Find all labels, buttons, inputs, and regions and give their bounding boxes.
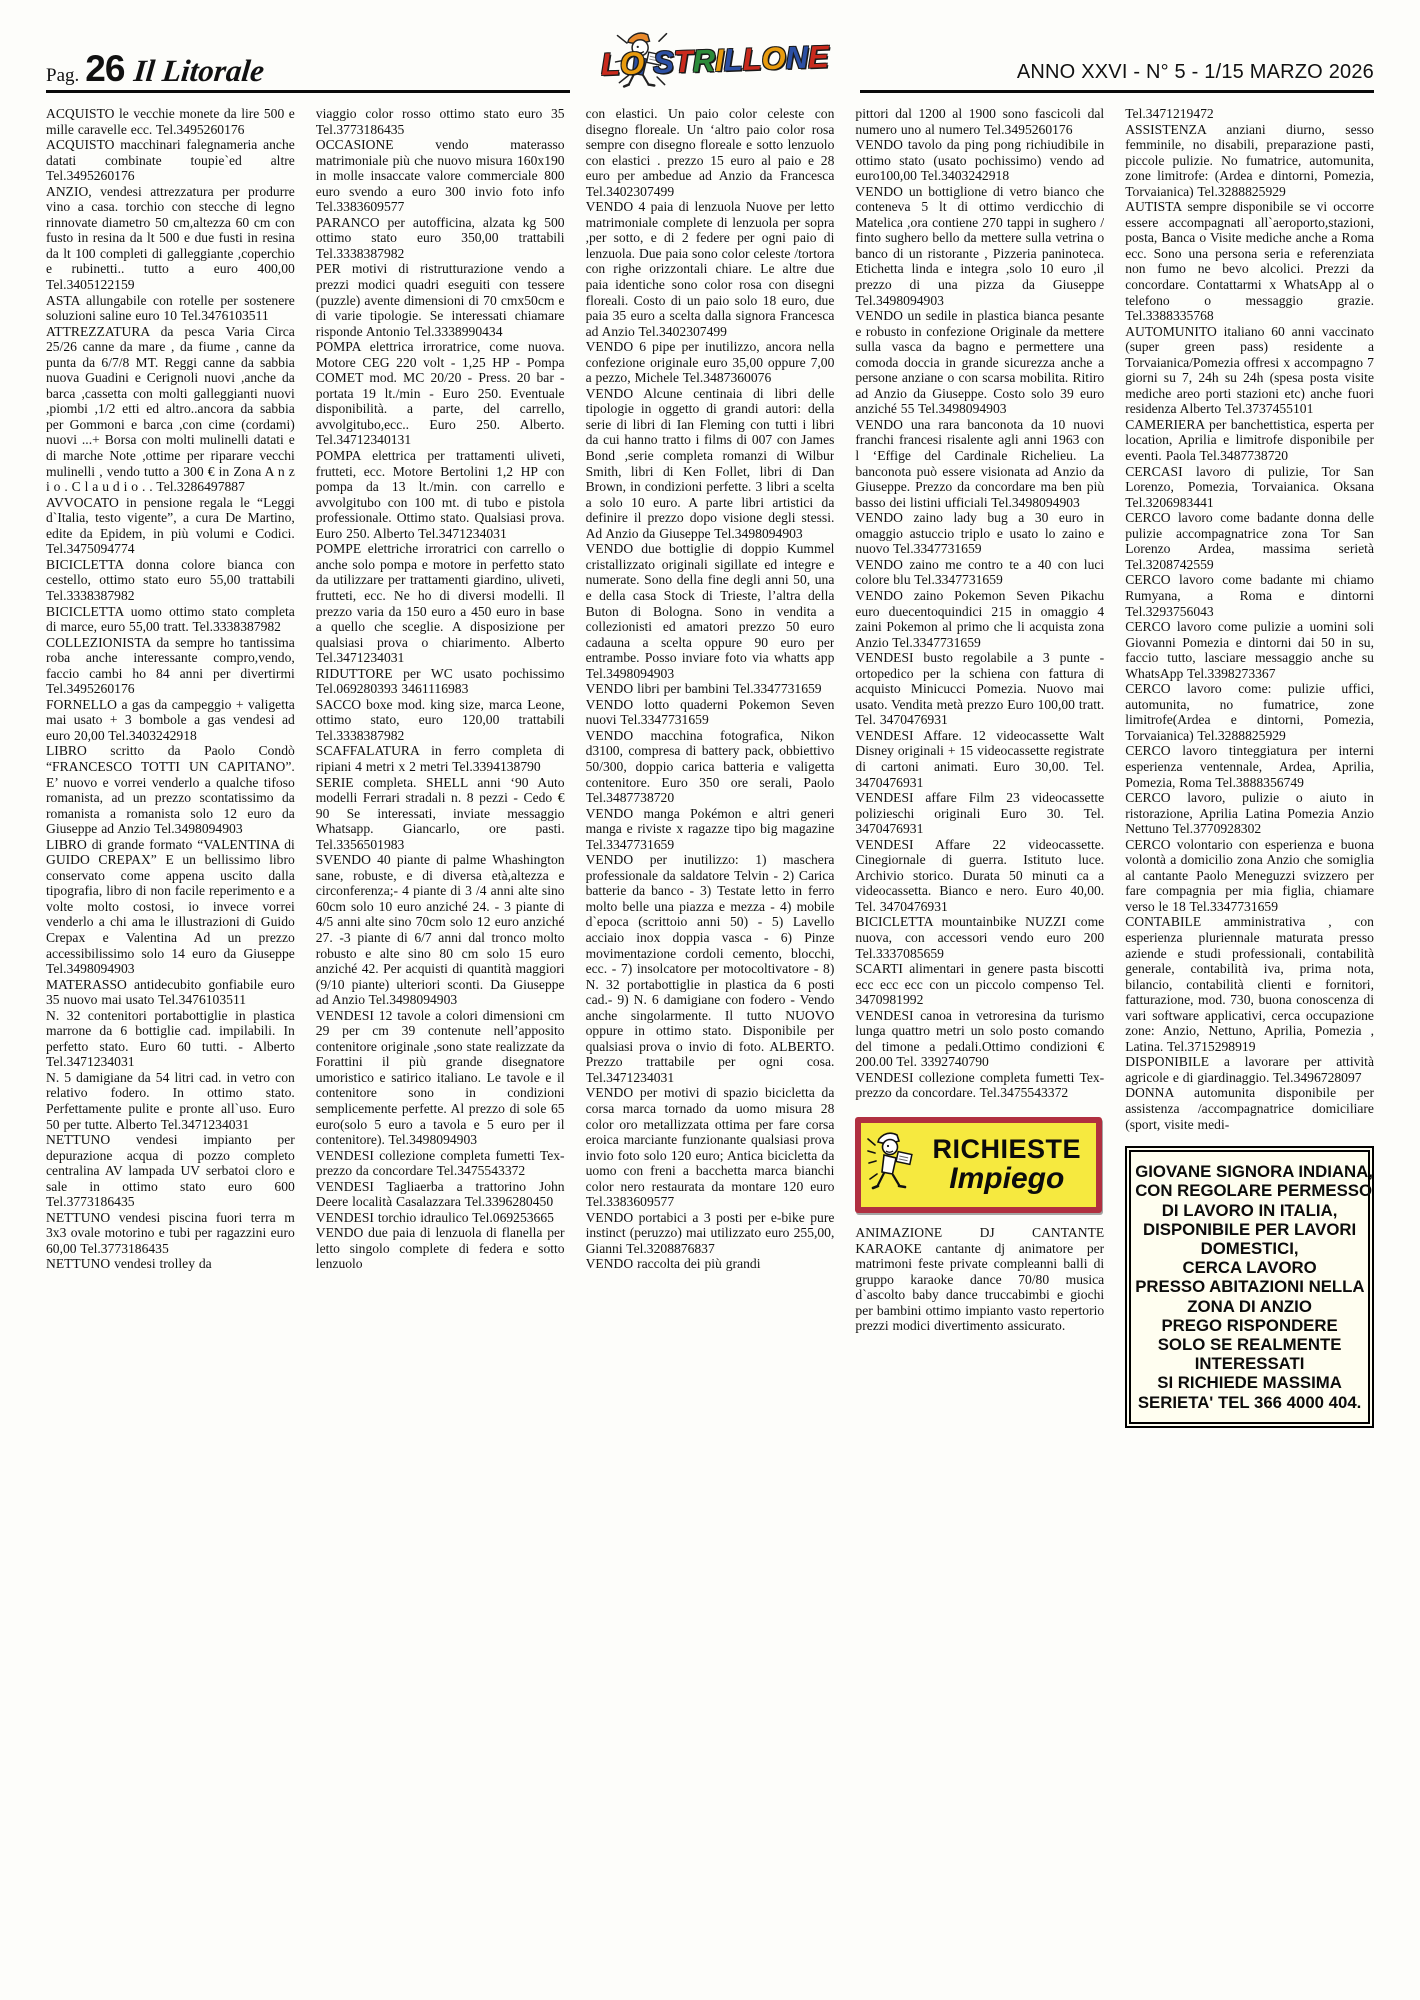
- column-1: [46, 106, 295, 1982]
- classified-ad: SCARTI alimentari in genere pasta biscotti ecc ecc ecc con un piccolo compenso Tel. 3470981992: [855, 961, 1105, 1008]
- display-ad-line: CERCA LAVORO: [1182, 1258, 1317, 1278]
- classified-ad: CERCO lavoro come: pulizie uffici, automunita, no fumatrice, zone limitrofe(Ardea e dintorni, Pomezia, Torvaianica) Tel.3288825929: [1125, 681, 1374, 743]
- masthead-title: Il Litorale: [132, 53, 267, 88]
- classified-ad: VENDO zaino lady bug a 30 euro in omaggio astuccio triplo e usato lo zaino e nuovo Tel.3347731659: [855, 510, 1105, 557]
- classified-ad: CERCO lavoro come pulizie a uomini soli Giovanni Pomezia e dintorni dai 50 in su, faccio tutto, lasciare messaggio anche su WhatsApp Tel.3398273367: [1125, 619, 1374, 681]
- classified-ad: VENDO macchina fotografica, Nikon d3100, compresa di battery pack, obbiettivo 50/300, doppio carica batteria e valigetta contenitore. Euro 350 ore serali, Paolo Tel.3487738720: [585, 727, 835, 806]
- classified-ad: CERCO volontario con esperienza e buona volontà a domicilio zona Anzio che somiglia al cantante Paolo Meneguzzi svizzero per fare compagnia per mia figlia, chiamare verso le 18 Tel.3347731659: [1125, 836, 1374, 914]
- column-4: [855, 106, 1104, 1982]
- classified-ad: FORNELLO a gas da campeggio + valigetta mai usato + 3 bombole a gas vendesi ad euro 20,00 Tel.3403242918: [46, 696, 295, 743]
- display-ad-line: DISPONIBILE PER LAVORI: [1142, 1219, 1357, 1239]
- classified-ad: ASTA allungabile con rotelle per sostenere soluzioni saline euro 10 Tel.3476103511: [46, 292, 295, 324]
- classified-ad: OCCASIONE vendo materasso matrimoniale più che nuovo misura 160x190 in molle insaccate valore commerciale 800 euro svendo a euro 300 invio foto info Tel.3383609577: [315, 137, 565, 215]
- classified-ad: LIBRO scritto da Paolo Condò “FRANCESCO TOTTI UN CAPITANO”. E’ nuovo e vorrei venderlo a qualche tifoso romanista, ad un prezzo scontatissimo da romanista a romanista solo 12 euro da Giuseppe ad Anzio Tel.3498094903: [46, 743, 295, 837]
- classified-ad: VENDO libri per bambini Tel.3347731659: [585, 681, 822, 697]
- classified-ad: CERCO lavoro come badante mi chiamo Rumyana, a Roma e dintorni Tel.3293756043: [1125, 572, 1374, 619]
- classified-ad: SCAFFALATURA in ferro completa di ripiani 4 metri x 2 metri Tel.3394138790: [315, 743, 565, 774]
- classified-ad: CERCASI lavoro di pulizie, Tor San Lorenzo, Pomezia, Torvaianica. Oksana Tel.3206983441: [1125, 463, 1374, 510]
- classified-ad: NETTUNO vendesi impianto per depurazione acqua di pozzo completo centralina AV lampada UV serbatoi cloro e sale in ottimo stato euro 600 Tel.3773186435: [46, 1132, 295, 1210]
- display-ad-line: PREGO RISPONDERE: [1161, 1315, 1338, 1335]
- classified-ad: BICICLETTA donna colore bianca con cestello, ottimo stato euro 55,00 trattabili Tel.3338387982: [46, 556, 295, 603]
- classified-ad: AVVOCATO in pensione regala le “Leggi d`Italia, testo vigente”, a cura De Martino, edite da Epidem, in più volumi e Codici. Tel.3475094774: [46, 494, 295, 557]
- classified-ad: con elastici. Un paio color celeste con disegno floreale. Un ‘altro paio color rosa sempre con disegno floreale e sotto lenzuolo con elastici . prezzo 15 euro al paio e 28 euro per ambedue ad Anzio da Francesca Tel.3402307499: [585, 106, 835, 199]
- page-number: 26: [85, 48, 125, 89]
- classified-ad: VENDESI busto regolabile a 3 punte - ortopedico per la schiena con fattura di acquisto Minicucci Pomezia. Nuovo mai usato. Vendita metà prezzo Euro 100,00 tratt. Tel. 3470476931: [855, 650, 1105, 728]
- classified-ad: BICICLETTA uomo ottimo stato completa di marce, euro 55,00 tratt. Tel.3338387982: [46, 603, 295, 635]
- logo-letter: O: [761, 40, 787, 77]
- classified-ad: VENDO 4 paia di lenzuola Nuove per letto matrimoniale complete di lenzuola per sopra ,per sotto, e di 2 federe per ogni paio di lenzuola. Due paia sono color celeste /tortora con righe orizzontali chiare. Le altre due paia identiche sono color rosa con disegni floreali. Costo di un paio solo 18 euro, due paia 35 euro a scelta dalla signora Francesca ad Anzio Tel.3402307499: [585, 199, 835, 339]
- classified-ad: CONTABILE amministrativa , con esperienza pluriennale maturata presso aziende e studi professionali, contabilità generale, contabilità iva, prima nota, bilancio, contabilità clienti e fornitori, fatturazione, mod. 730, buona conoscenza di vari software applicativi, cerca occupazione zone: Anzio, Nettuno, Aprilia, Pomezia , Latina. Tel.3715298919: [1125, 914, 1374, 1054]
- logo-letter: O: [619, 45, 645, 82]
- classified-ad: VENDESI collezione completa fumetti Tex- prezzo da concordare Tel.3475543372: [315, 1147, 565, 1179]
- classified-ad: PER motivi di ristrutturazione vendo a prezzi modici quadri eseguiti con tessere (puzzle) avente dimensioni di 70 cmx50cm e di varie tipologie. Se interessati chiamare risponde Antonio Tel.3338990434: [315, 261, 565, 339]
- logo-letter: I: [714, 42, 725, 78]
- classified-ad: DISPONIBILE a lavorare per attività agricole e di giardinaggio. Tel.3496728097: [1125, 1054, 1374, 1085]
- column-3: [586, 106, 835, 1982]
- display-ad-box: [1125, 1146, 1374, 1428]
- classified-ad: CAMERIERA per banchettistica, esperta per location, Aprilia e limitrofe disponibile per eventi. Paola Tel.3487738720: [1125, 416, 1374, 464]
- classified-ad: POMPA elettrica irroratrice, come nuova. Motore CEG 220 volt - 1,25 HP - Pompa COMET mod. MC 20/20 - Press. 20 bar - portata 19 lt./min - Euro 250. Eventuale disponibilità. a parte, del carrello, avvolgitubo,ecc.. Euro 250. Alberto. Tel.34712340131: [315, 339, 565, 448]
- display-ad-line: DI LAVORO IN ITALIA,: [1161, 1200, 1338, 1220]
- classified-ad: ACQUISTO le vecchie monete da lire 500 e mille caravelle ecc. Tel.3495260176: [46, 106, 295, 137]
- logo-text: [601, 39, 830, 83]
- classified-ad: CERCO lavoro, pulizie o aiuto in ristorazione, Aprilia Latina Pomezia Anzio Nettuno Tel.3770928302: [1125, 790, 1374, 837]
- richieste-impiego-box: [855, 1117, 1102, 1213]
- classified-ad: VENDO zaino me contro te a 40 con luci colore blu Tel.3347731659: [855, 556, 1105, 588]
- classified-ad: NETTUNO vendesi trolley da: [46, 1256, 212, 1272]
- classified-ad: SACCO boxe mod. king size, marca Leone, ottimo stato, euro 120,00 trattabili Tel.3338387982: [315, 696, 565, 743]
- display-ad-line: SOLO SE REALMENTE: [1157, 1334, 1342, 1354]
- classified-ad: VENDO portabici a 3 posti per e-bike pure instinct (peruzzo) mai utilizzato euro 255,00, Gianni Tel.3208876837: [585, 1209, 835, 1256]
- classified-ad: VENDESI Affare 22 videocassette. Cinegiornale di guerra. Istituto luce. Archivio storico. Durata 50 minuti ca a videocassetta. Bianco e nero. Euro 40,00. Tel. 3470476931: [855, 836, 1105, 914]
- classified-ad: ACQUISTO macchinari falegnameria anche datati combinate toupie`ed altre Tel.3495260176: [46, 137, 295, 184]
- classified-ad: AUTOMUNITO italiano 60 anni vaccinato (super green pass) residente a Torvaianica/Pomezia offresi x accompagno 7 giorni su 7, 24h su 24h (spesa posta visite mediche areo porti stazioni etc) anche fuori residenza Alberto Tel.3737455101: [1125, 323, 1374, 417]
- classified-ad: pittori dal 1200 al 1900 sono fascicoli dal numero uno al numero Tel.3495260176: [855, 106, 1105, 137]
- logo-letter: L: [742, 41, 763, 78]
- classified-ad: VENDESI collezione completa fumetti Tex- prezzo da concordare. Tel.3475543372: [855, 1069, 1105, 1101]
- classified-ad: Tel.3471219472: [1125, 106, 1214, 121]
- classified-ad: ANZIO, vendesi attrezzatura per produrre vino a casa. torchio con stecche di legno rinnovate diametro 50 cm,altezza 60 cm con fusto in resina da lt 500 e due fusti in resina da lt 100 completi di galleggiante ,coperchio e rubinetti.. tutto a euro 400,00 Tel.3405122159: [46, 183, 295, 293]
- classified-ad: PARANCO per autofficina, alzata kg 500 ottimo stato euro 350,00 trattabili Tel.3338387982: [315, 214, 565, 261]
- classified-ad: VENDO raccolta dei più grandi: [585, 1256, 761, 1272]
- classified-ad: VENDESI Tagliaerba a trattorino John Deere località Casalazzara Tel.3396280450: [315, 1178, 565, 1210]
- column-5: [1125, 106, 1374, 1982]
- classifieds-columns: [46, 106, 1374, 1982]
- classified-ad: viaggio color rosso ottimo stato euro 35 Tel.3773186435: [315, 106, 565, 137]
- classified-ad: VENDO un bottiglione di vetro bianco che conteneva 5 lt di ottimo verdicchio di Matelica ,ora contiene 270 tappi in sughero / finto sughero bello da mettere sulla vetrina o banco di un ristorante , Pizzeria paninoteca. Etichetta linda e integra ,solo 10 euro ,il prezzo di una pizza da Giuseppe Tel.3498094903: [855, 183, 1105, 308]
- logo-letter: E: [807, 39, 830, 75]
- classified-ad: VENDO due paia di lenzuola di flanella per letto singolo complete di federa e sotto lenzuolo: [315, 1225, 565, 1272]
- classified-ad: VENDESI torchio idraulico Tel.069253665: [315, 1209, 554, 1225]
- logo-letter: S: [652, 44, 675, 81]
- classified-ad: VENDO per motivi di spazio bicicletta da corsa marca tornado da uomo misura 28 color oro metallizzata ottima per fare corsa eroica marciante funzionante qualsiasi prova invio foto solo 120 euro; Antica bicicletta da uomo con freni a bacchetta marca bianchi color nero restaurata da montare 120 euro Tel.3383609577: [585, 1085, 835, 1210]
- classified-ad: POMPA elettrica per trattamenti uliveti, frutteti, ecc. Motore Bertolini 1,2 HP con pompa da 13 lt./min. con carrello e avvolgitubo con 100 mt. di tubo e pistola professionale. Ottimo stato. Qualsiasi prova. Euro 250. Alberto Tel.3471234031: [315, 448, 565, 541]
- classified-ad: ATTREZZATURA da pesca Varia Circa 25/26 canne da mare , da fiume , canne da punta da 6/7/8 MT. Reggi canne da sabbia nuova Guadini e Cerignoli nuovi ,anche da barca ,cassetta con molti galleggianti nuovi ,piombi ,1/2 etti ed altro..ancora da sabbia per Gommoni e barca ,con cime (cordami) nuovi ...+ Borsa con molti mulinelli datati e di marche Note ,ottime per riparare vecchi mulinelli , vendo tutto a 300 € in Zona A n z i o . C l a u d i o . . Tel.3286497887: [46, 323, 295, 495]
- classified-ad: VENDO una rara banconota da 10 nuovi franchi francesi risalente agli anni 1963 con l ‘Effige del Cardinale Richelieu. La banconota può essere visionata ad Anzio da Giuseppe. Prezzo da concordare ma ben più basso dei listini ufficiali Tel.3498094903: [855, 416, 1105, 510]
- display-ad-line: DOMESTICI,: [1200, 1238, 1299, 1258]
- display-ad-line: SI RICHIEDE MASSIMA: [1157, 1373, 1342, 1393]
- classified-ad: MATERASSO antidecubito gonfiabile euro 35 nuovo mai usato Tel.3476103511: [46, 976, 295, 1008]
- classified-ad: VENDO un sedile in plastica bianca pesante e robusto in confezione Originale da mettere sulla vasca da bagno e permettere una comoda doccia in grande sicurezza anche a persone anziane o con scarsa mobilita. Ritiro ad Anzio da Giuseppe. Costo solo 39 euro anziché 55 Tel.3498094903: [855, 308, 1105, 417]
- classified-ad: VENDO manga Pokémon e altri generi manga e riviste x ragazze tipo big magazine Tel.3347731659: [585, 805, 835, 852]
- classified-ad: SVENDO 40 piante di palme Whashington sane, robuste, e di diversa età,altezza e circonferenza;- 4 piante di 3 /4 anni alte sino 60cm solo 10 euro anziché 24. - 3 piante di 4/5 anni alte sino 70cm solo 12 euro anziché 27. -3 piante di 6/7 anni dal tronco molto robusto e alte sino 80 cm solo 15 euro anziché 42. Per acquisti di quantità maggiori (9/10 piante) ulteriori sconti. Da Giuseppe ad Anzio Tel.3498094903: [315, 852, 565, 1008]
- classified-ad: BICICLETTA mountainbike NUZZI come nuova, con accessori vendo euro 200 Tel.3337085659: [855, 914, 1105, 961]
- classified-ad: POMPE elettriche irroratrici con carrello o anche solo pompa e motore in perfetto stato da utilizzare per trattamenti giardino, uliveti, frutteti, ecc. Ne ho di diversi modelli. Il prezzo varia da 150 euro a 450 euro in base a quello che sceglie. A disposizione per qualsiasi prova o chiarimento. Alberto Tel.3471234031: [315, 541, 565, 666]
- classified-ad: LIBRO di grande formato “VALENTINA di GUIDO CREPAX” E un bellissimo libro conservato come appena uscito dalla tipografia, libro di non facile reperimento e a volte molto costosi, io invece vorrei venderlo a chi ama le illustrazioni di Guido Crepax e Valentina Ad un prezzo accessibilissimo solo 14 euro da Giuseppe Tel.3498094903: [46, 836, 295, 977]
- column-2: [316, 106, 565, 1982]
- logo-letter: L: [600, 46, 621, 82]
- classified-ad: VENDESI Affare. 12 videocassette Walt Disney originali + 15 videocassette registrate di cartoni animati. Euro 30,00. Tel. 3470476931: [855, 727, 1105, 790]
- classified-ad: N. 32 contenitori portabottiglie in plastica marrone da 6 bottiglie cad. impilabili. In perfetto stato. Euro 60 tutti. - Alberto Tel.3471234031: [46, 1007, 295, 1070]
- classified-ad: VENDO zaino Pokemon Seven Pikachu euro duecentoquindici 215 in omaggio 4 zaini Pokemon al primo che li acquista zona Anzio Tel.3347731659: [855, 587, 1105, 650]
- logo-letter: N: [785, 39, 809, 76]
- classified-ad: ANIMAZIONE DJ CANTANTE KARAOKE cantante dj animatore per matrimoni feste private compleanni balli di gruppo karaoke dance 70/80 musica d`ascolto baby dance truccabimbi e giochi per bambini ottimo impianto vasto repertorio prezzi modici divertimento assicurato.: [855, 1225, 1105, 1334]
- classified-ad: CERCO lavoro tinteggiatura per interni esperienza ventennale, Ardea, Aprilia, Pomezia, Roma Tel.3888356749: [1125, 743, 1374, 790]
- classified-ad: N. 5 damigiane da 54 litri cad. in vetro con relativo fodero. In ottimo stato. Perfettamente pulite e pronte all`uso. Euro 50 per tutte. Alberto Tel.3471234031: [46, 1069, 295, 1132]
- classified-ad: AUTISTA sempre disponibile se vi occorre essere accompagnati all`aeroporto,stazioni, posta, Banca o Visite mediche anche a Roma ecc. Sono una persona seria e referenziata non fumo ne bevo alcolici. Prezzi da concordare. Contattarmi x WhatsApp al o telefono o messaggio grazie. Tel.3388335768: [1125, 199, 1374, 324]
- classified-ad: VENDESI affare Film 23 videocassette polizieschi originali Euro 30. Tel. 3470476931: [855, 790, 1105, 837]
- masthead-left: [46, 48, 267, 90]
- classified-ad: NETTUNO vendesi piscina fuori terra m 3x3 ovale motorino e tubi per ragazzini euro 60,00 Tel.3773186435: [46, 1209, 295, 1256]
- classified-ad: VENDO due bottiglie di doppio Kummel cristallizzato originali sigillate ed integre e numerate. Sono della fine degli anni 50, una e della casa Stock di Trieste, l’altra della Buton di Bologna. Sono in vendita a collezionisti ed amatori prezzo 50 euro cadauna a scelta oppure 90 euro per entrambe. Posso inviare foto via whatts app Tel.3498094903: [585, 541, 835, 681]
- classified-ad: SERIE completa. SHELL anni ‘90 Auto modelli Ferrari stradali n. 8 pezzi - Cedo € 90 Se interessati, inviate messaggio Whatsapp. Giancarlo, ore pasti. Tel.3356501983: [315, 774, 565, 852]
- classified-ad: VENDO per inutilizzo: 1) maschera professionale da saldatore Telvin - 2) Carica batterie da banco - 3) Testate letto in ferro molto belle una piazza e mezza - 4) mobile d`epoca (scrittoio anni 50) - 5) Lavello acciaio inox doppia vasca - 6) Pinze movimentazione cordoli cemento, blocchi, ecc. - 7) insolcatore per motocoltivatore - 8) N. 32 portabottiglie in plastica da 6 posti cad.- 9) N. 6 damigiane con fodero - Vendo anche singolarmente. Il tutto NUOVO oppure in ottimo stato. Disponibile per qualsiasi prova o invio di foto. ALBERTO. Prezzo trattabile per ogni cosa. Tel.3471234031: [585, 852, 835, 1085]
- logo-letter: R: [692, 43, 716, 79]
- issue-info: ANNO XXVI - N° 5 - 1/15 MARZO 2026: [1016, 61, 1374, 83]
- classified-ad: CERCO lavoro come badante donna delle pulizie accompagnatrice zona Tor San Lorenzo Ardea, massima serietà Tel.3208742559: [1125, 510, 1374, 572]
- display-ad-line: INTERESSATI: [1194, 1354, 1305, 1374]
- lo-strillone-logo: [570, 24, 860, 98]
- logo-letter: T: [673, 43, 694, 80]
- logo-letter: L: [723, 42, 744, 78]
- classified-ad: VENDESI canoa in vetroresina da turismo lunga quattro metri un solo posto comando del timone a pedali.Ottimo condizioni € 200.00 Tel. 3392740790: [855, 1007, 1105, 1070]
- page-label: Pag.: [46, 65, 80, 86]
- richieste-subtitle: Impiego: [949, 1162, 1065, 1195]
- classified-ad: VENDO lotto quaderni Pokemon Seven nuovi Tel.3347731659: [585, 696, 835, 728]
- newsboy-cartoon-icon: [865, 1129, 919, 1201]
- classified-ad: COLLEZIONISTA da sempre ho tantissima roba anche interessante compro,vendo, faccio cambi ho 84 anni per divertirmi Tel.3495260176: [46, 634, 295, 697]
- display-ad-line: CON REGOLARE PERMESSO: [1135, 1181, 1373, 1201]
- classified-ad: VENDESI 12 tavole a colori dimensioni cm 29 per cm 39 contenute nell’apposito contenitore originale ,sono state realizzate da Forattini il più grande disegnatore umoristico e satirico italiano. Le tavole e il contenitore sono in condizioni semplicemente perfette. Al prezzo di sole 65 euro(solo 5 euro a tavola e 5 euro per il contenitore). Tel.3498094903: [315, 1007, 565, 1148]
- display-ad-line: GIOVANE SIGNORA INDIANA,: [1135, 1162, 1373, 1182]
- classified-ad: VENDO Alcune centinaia di libri delle tipologie in oggetto di grandi autori: della serie di libri di Ian Fleming con tutti i libri da cui hanno tratto i films di 007 con James Bond ,serie completa romanzi di Wilbur Smith, libri di Ken Follet, libri di Dan Brown, in condizioni perfette. 3 libri a scelta a solo 10 euro. A parte libri artistici da definire il prezzo dopo visione degli stessi. Ad Anzio da Giuseppe Tel.3498094903: [585, 385, 835, 541]
- richieste-title: RICHIESTE: [932, 1134, 1082, 1164]
- classified-ad: DONNA automunita disponibile per assistenza /accompagnatrice domiciliare (sport, visite medi-: [1125, 1085, 1374, 1132]
- classified-ad: ASSISTENZA anziani diurno, sesso femminile, no disabili, preparazione pasti, piccole pulizie. No fumatrice, automunita, zone limitrofe: (Ardea e dintorni, Pomezia, Torvaianica) Tel.3288825929: [1125, 121, 1374, 199]
- classified-ad: RIDUTTORE per WC usato pochissimo Tel.069280393 3461116983: [315, 665, 565, 697]
- display-ad-line: ZONA DI ANZIO: [1187, 1296, 1312, 1316]
- classified-ad: VENDO tavolo da ping pong richiudibile in ottimo stato (usato pochissimo) vendo ad euro100,00 Tel.3403242918: [855, 137, 1105, 184]
- display-ad-line: PRESSO ABITAZIONI NELLA: [1135, 1277, 1365, 1297]
- display-ad-line: SERIETA' TEL 366 4000 404.: [1137, 1392, 1362, 1412]
- classified-ad: VENDO 6 pipe per inutilizzo, ancora nella confezione originale euro 35,00 oppure 7,00 a pezzo, Michele Tel.3487360076: [585, 339, 835, 386]
